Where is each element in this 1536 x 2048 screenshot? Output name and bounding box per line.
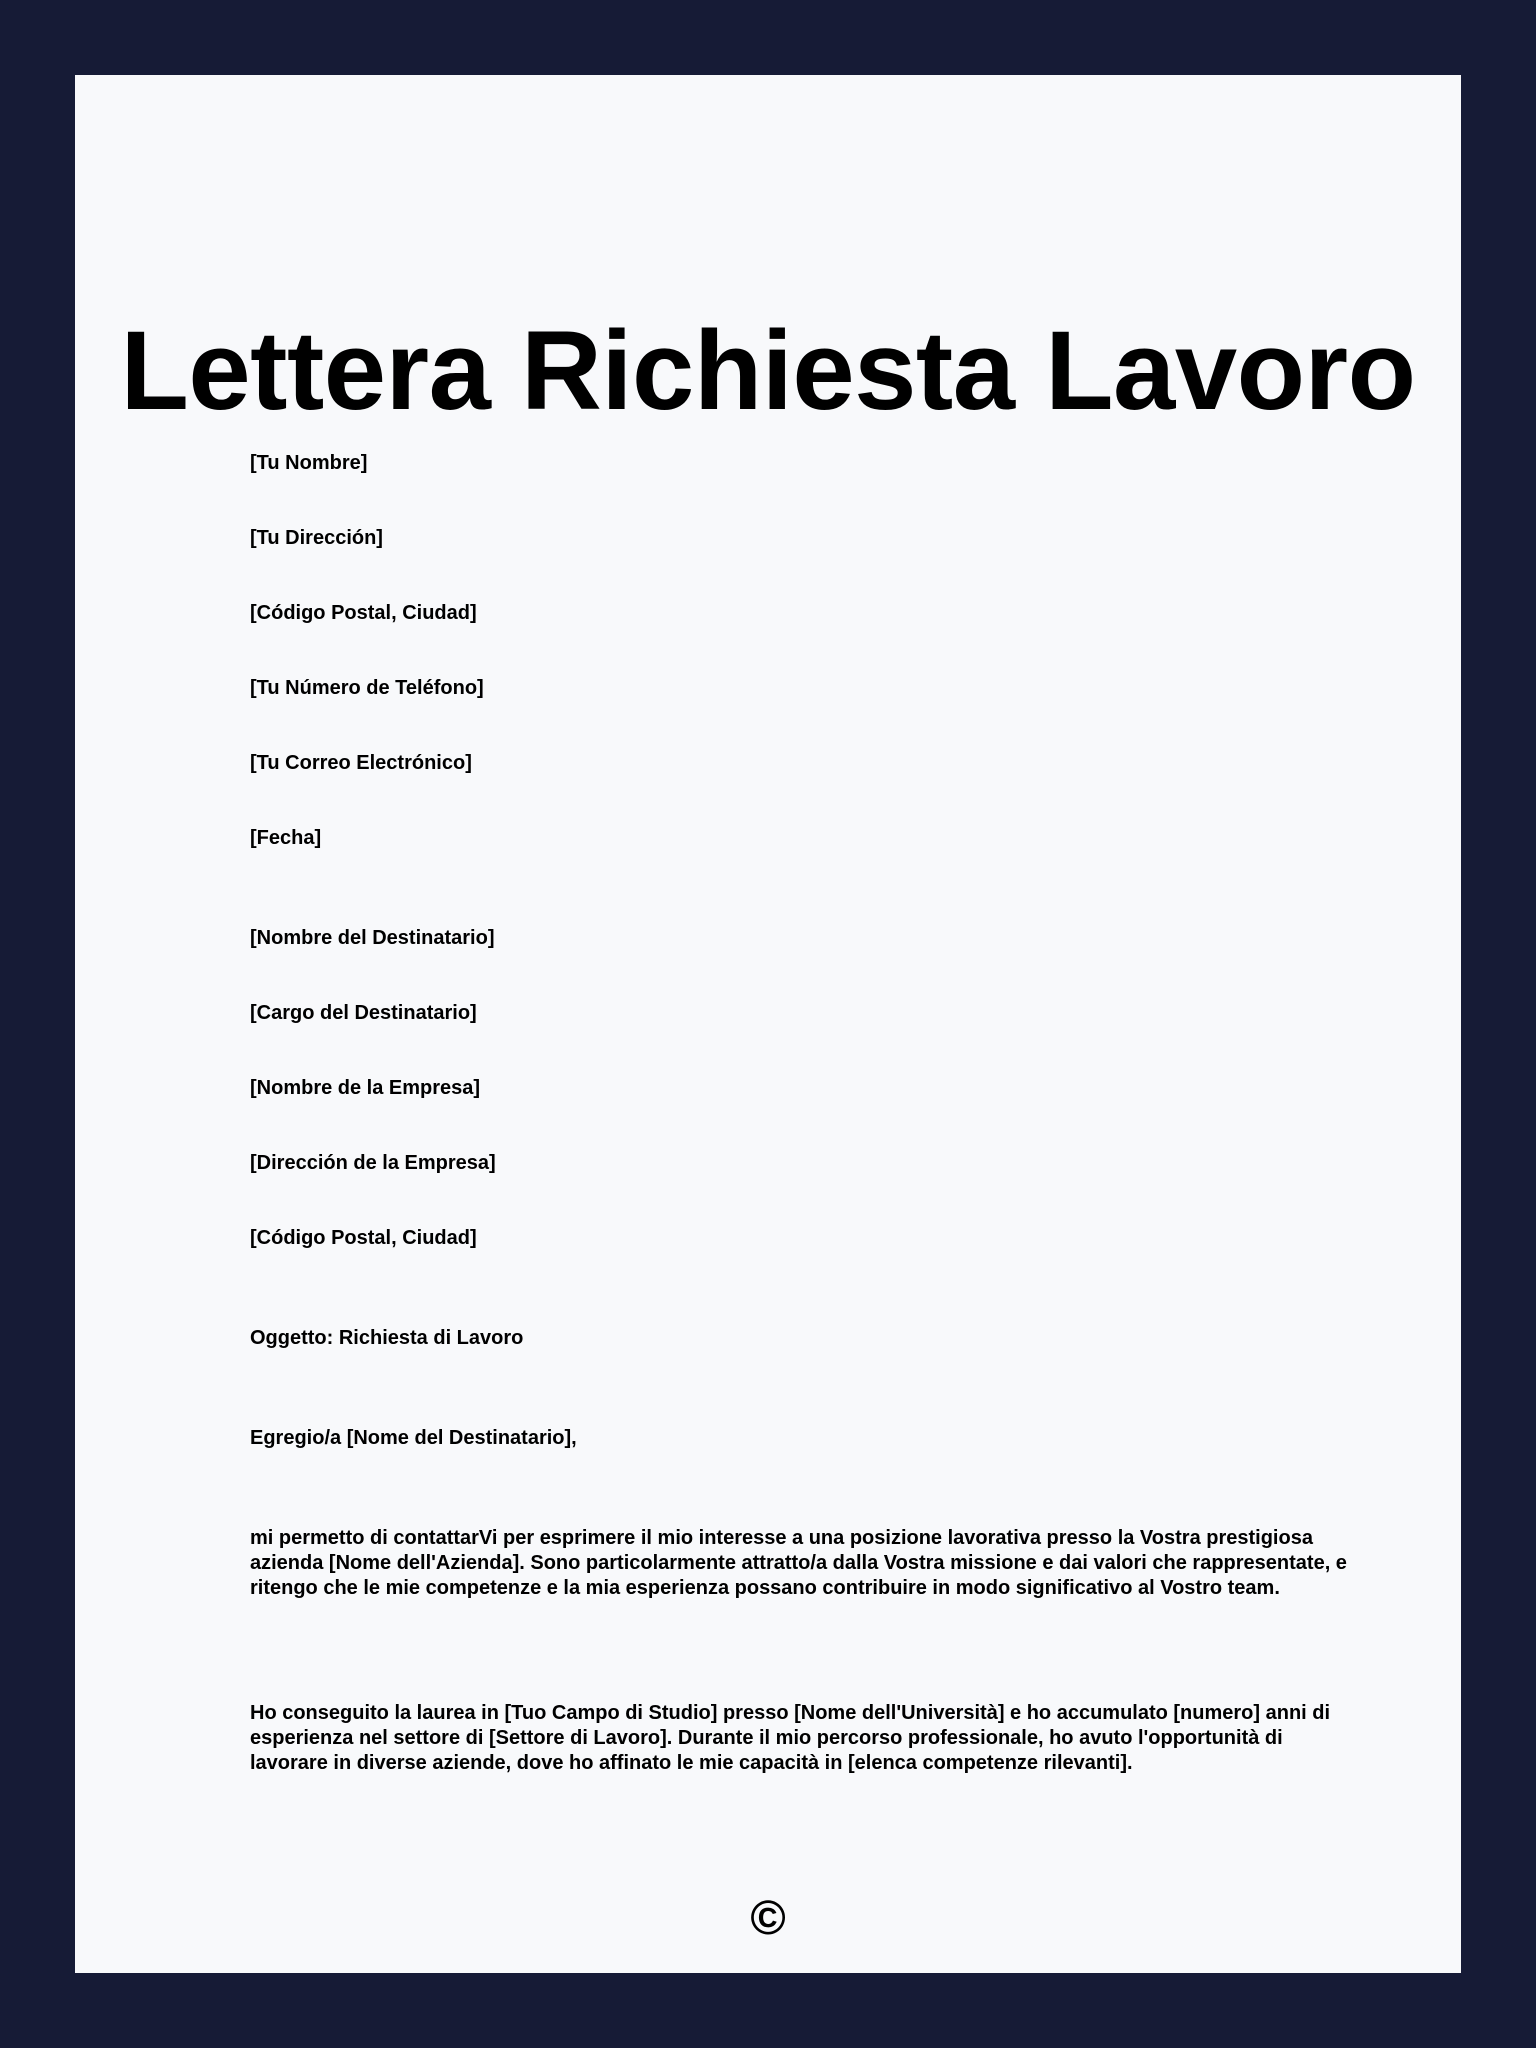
sender-phone: [Tu Número de Teléfono] — [250, 677, 484, 699]
sender-name: [Tu Nombre] — [250, 452, 368, 474]
recipient-company: [Nombre de la Empresa] — [250, 1077, 481, 1099]
recipient-company-address: [Dirección de la Empresa] — [250, 1152, 496, 1174]
body-paragraph-2: Ho conseguito la laurea in [Tuo Campo di Studio] presso [Nome dell'Università] e ho accumulato [numero] anni di esperienza nel settore di [Settore di Lavoro]. Durante il mio percorso professionale, ho avuto l'opportunità di lavorare in diverse aziende, dove ho affinato le mie capacità in [elenca competenze rilevanti]. — [250, 1702, 1331, 1774]
recipient-postal-city: [Código Postal, Ciudad] — [250, 1227, 477, 1249]
sender-address: [Tu Dirección] — [250, 527, 383, 549]
letter-greeting: Egregio/a [Nome del Destinatario], — [250, 1427, 577, 1449]
document-title: Lettera Richiesta Lavoro — [120, 308, 1416, 433]
copyright-icon: © — [750, 1892, 786, 1945]
body-paragraph-1: mi permetto di contattarVi per esprimere il mio interesse a una posizione lavorativa presso la Vostra prestigiosa azienda [Nome dell'Azienda]. Sono particolarmente attratto/a dalla Vostra missione e dai valori che rappresentate, e ritengo che le mie competenze e la mia esperienza possano contribuire in modo significativo al Vostro team. — [250, 1527, 1347, 1599]
sender-postal-city: [Código Postal, Ciudad] — [250, 602, 477, 624]
recipient-name: [Nombre del Destinatario] — [250, 927, 495, 949]
letter-date: [Fecha] — [250, 827, 322, 849]
recipient-position: [Cargo del Destinatario] — [250, 1002, 477, 1024]
sender-email: [Tu Correo Electrónico] — [250, 752, 472, 774]
document-page — [75, 75, 1461, 1973]
letter-subject: Oggetto: Richiesta di Lavoro — [250, 1327, 524, 1349]
